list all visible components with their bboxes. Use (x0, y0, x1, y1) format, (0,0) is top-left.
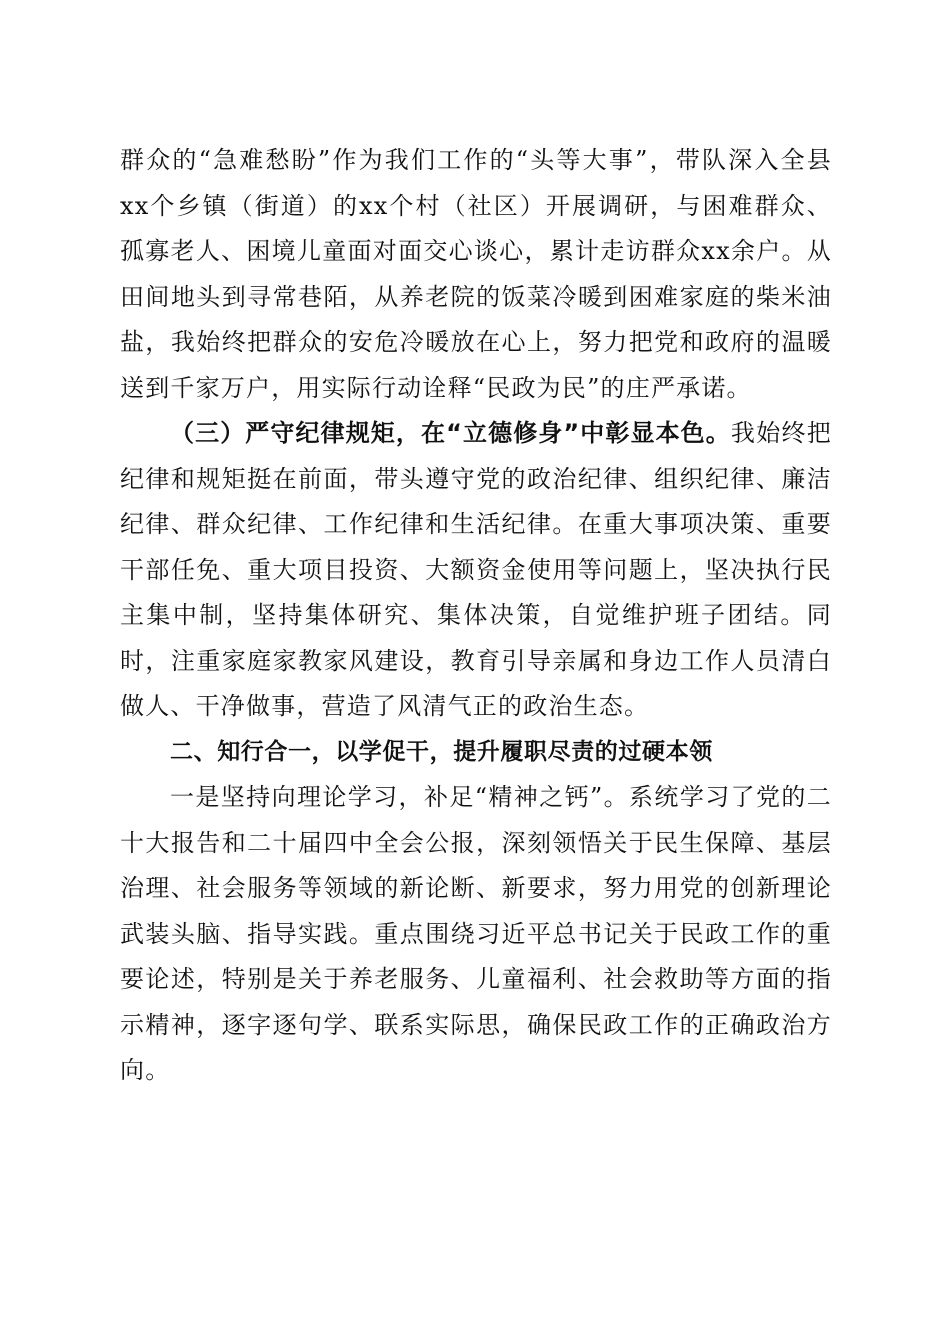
paragraph-outreach: 群众的“急难愁盼”作为我们工作的“头等大事”，带队深入全县xx个乡镇（街道）的xx个村（社区）开展调研，与困难群众、孤寡老人、困境儿童面对面交心谈心，累计走访群众xx余户。从田间地头到寻常巷陌，从养老院的饭菜冷暖到困难家庭的柴米油盐，我始终把群众的安危冷暖放在心上，努力把党和政府的温暖送到千家万户，用实际行动诠释“民政为民”的庄严承诺。 (120, 146, 832, 402)
document-page (120, 138, 832, 1094)
section-heading-2: 二、知行合一，以学促干，提升履职尽责的过硬本领 (170, 738, 713, 765)
paragraph-discipline-lead: （三）严守纪律规矩，在“立德修身”中彰显本色。 (170, 419, 731, 447)
paragraph-discipline-body: 我始终把纪律和规矩挺在前面，带头遵守党的政治纪律、组织纪律、廉洁纪律、群众纪律、工作纪律和生活纪律。在重大事项决策、重要干部任免、重大项目投资、大额资金使用等问题上，坚决执行民主集中制，坚持集体研究、集体决策，自觉维护班子团结。同时，注重家庭家教家风建设，教育引导亲属和身边工作人员清白做人、干净做事，营造了风清气正的政治生态。 (120, 419, 832, 720)
paragraph-discipline (120, 411, 832, 730)
paragraph-theory-study: 一是坚持向理论学习，补足“精神之钙”。系统学习了党的二十大报告和二十届四中全会公报，深刻领悟关于民生保障、基层治理、社会服务等领域的新论断、新要求，努力用党的创新理论武装头脑、指导实践。重点围绕习近平总书记关于民政工作的重要论述，特别是关于养老服务、儿童福利、社会救助等方面的指示精神，逐字逐句学、联系实际思，确保民政工作的正确政治方向。 (120, 783, 832, 1084)
